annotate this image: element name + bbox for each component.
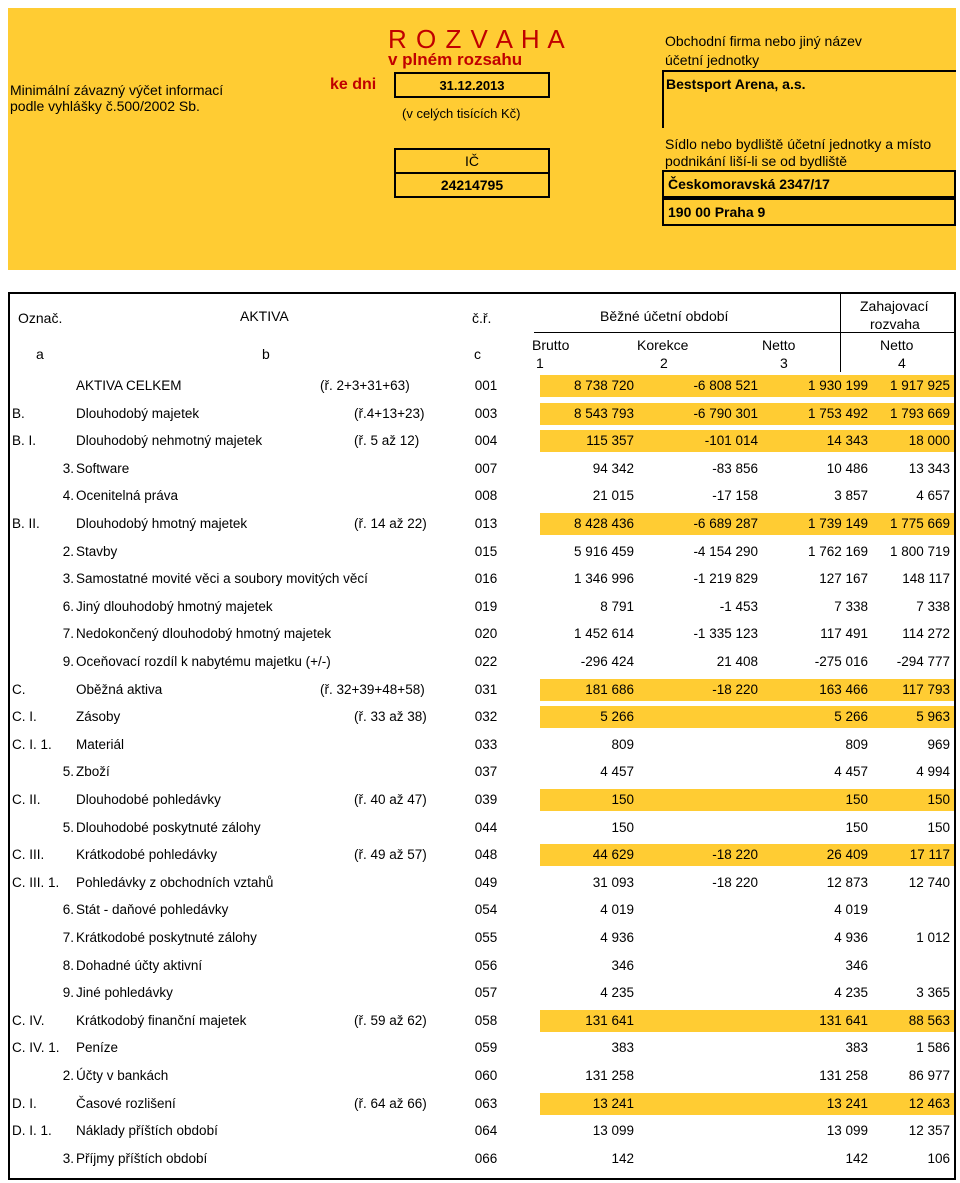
row-netto-opening [872,955,954,977]
row-line-number: 008 [474,488,498,504]
row-line-number: 016 [474,571,498,587]
row-netto: 14 343 [762,430,872,452]
row-line-number: 031 [474,681,498,697]
row-brutto: 131 641 [540,1010,638,1032]
row-line-number: 013 [474,516,498,531]
row-line-number: 059 [474,1040,498,1056]
row-line-number: 054 [474,902,498,918]
row-label: Příjmy příštích období [76,1150,208,1166]
row-mark: 9. [62,654,74,669]
row-line-number: 049 [474,874,498,890]
table-row [10,400,954,428]
row-brutto: 115 357 [540,430,638,452]
table-row [10,814,954,842]
row-mark: C. III. 1. [12,874,60,890]
row-line-number: 063 [474,1095,498,1111]
row-brutto: 346 [611,957,634,973]
row-line-number: 048 [474,847,498,863]
row-line-number: 044 [474,819,498,835]
row-brutto: 31 093 [592,874,634,890]
row-label: Dlouhodobé poskytnuté zálohy [76,819,261,835]
row-mark: 3. [62,1150,74,1166]
row-netto: 7 338 [834,598,868,614]
row-netto-opening: 3 365 [916,985,950,1001]
row-netto-opening: 86 977 [908,1068,950,1083]
table-row [10,593,954,621]
row-netto: 4 936 [834,930,868,945]
row-korekce: 21 408 [716,654,758,669]
row-label: Účty v bankách [76,1068,169,1083]
row-line-number: 007 [474,460,498,476]
row-korekce [638,982,762,1004]
row-label: Zboží [76,764,110,780]
row-line-number: 001 [474,378,498,393]
row-netto: 26 409 [762,844,872,866]
row-mark: 3. [62,571,74,587]
row-korekce [638,817,762,839]
row-label: Peníze [76,1040,119,1056]
col-header-opening-line2: rozvaha [870,316,920,332]
row-brutto: 21 015 [592,488,634,504]
row-mark: 4. [62,488,74,504]
street-box [662,170,956,198]
row-mark: 7. [62,930,74,945]
row-netto: 1 762 169 [807,543,868,559]
row-line-number: 039 [474,792,498,807]
row-netto-opening: 12 463 [872,1093,954,1115]
row-korekce [638,1120,762,1142]
row-line-number: 032 [474,709,498,725]
table-row [10,1007,954,1035]
row-netto-opening: 13 343 [908,460,950,476]
row-line-number: 020 [474,626,498,642]
row-netto-opening: 150 [927,819,950,835]
table-row [10,565,954,593]
row-netto-opening: 12 357 [908,1123,950,1139]
row-mark: B. I. [12,433,37,449]
table-row [10,620,954,648]
table-row [10,482,954,510]
col-num-1: 1 [536,355,544,371]
row-korekce [638,734,762,756]
row-line-number: 060 [474,1068,498,1083]
row-mark: B. II. [12,516,40,531]
row-label: Krátkodobý finanční majetek [76,1012,247,1028]
row-korekce: -1 219 829 [693,571,758,587]
row-brutto: 1 346 996 [573,571,634,587]
row-korekce: -17 158 [712,488,758,504]
row-netto: 142 [845,1150,868,1166]
col-brutto: Brutto [532,337,570,353]
row-ref: (ř. 5 až 12) [354,433,420,449]
row-brutto: 8 738 720 [540,375,638,397]
table-row [10,979,954,1007]
table-row [10,841,954,869]
row-label: Zásoby [76,709,121,725]
row-label: Krátkodobé poskytnuté zálohy [76,930,257,945]
row-mark: 2. [62,1068,74,1083]
row-netto-opening: 1 586 [916,1040,950,1056]
row-korekce: -101 014 [638,430,762,452]
firm-label-line1: Obchodní firma nebo jiný název [665,33,862,49]
row-mark: 9. [62,985,74,1001]
row-netto: 127 167 [819,571,868,587]
table-row [10,952,954,980]
table-row [10,1145,954,1173]
row-ref: (ř. 64 až 66) [354,1095,427,1111]
row-mark: C. I. [12,709,37,725]
row-line-number: 015 [474,543,498,559]
row-korekce [638,955,762,977]
row-netto: 150 [845,819,868,835]
row-netto-opening: 114 272 [902,626,950,642]
row-netto-opening: 1 793 669 [872,403,954,425]
col-netto: Netto [762,337,796,353]
row-label: Jiný dlouhodobý hmotný majetek [76,598,273,614]
row-netto: 5 266 [762,706,872,728]
table-row [10,924,954,952]
page-subtitle: v plném rozsahu [388,50,523,69]
row-label: Ocenitelná práva [76,488,179,504]
row-brutto: 8 543 793 [540,403,638,425]
row-brutto: 383 [611,1040,634,1056]
firm-name-left-rule [662,70,664,128]
row-netto-opening: 148 117 [902,571,950,587]
row-korekce: -18 220 [638,679,762,701]
row-label: Časové rozlišení [76,1095,176,1111]
firm-name-top-rule [662,70,956,72]
row-netto-opening: 4 657 [916,488,950,504]
row-korekce: -6 808 521 [638,375,762,397]
col-header-oznac: Označ. [18,310,63,326]
row-line-number: 037 [474,764,498,780]
col-num-3: 3 [780,355,788,371]
page-title: R O Z V A H A [388,24,566,54]
row-netto: 4 457 [834,764,868,780]
row-mark: D. I. 1. [12,1123,52,1139]
col-c: c [474,346,481,362]
row-label: Stavby [76,543,118,559]
col-num-2: 2 [660,355,668,371]
row-line-number: 057 [474,985,498,1001]
row-ref: (ř. 2+3+31+63) [320,378,410,393]
row-ref: (ř. 32+39+48+58) [320,681,425,697]
row-line-number: 022 [474,654,498,669]
row-ref: (ř. 40 až 47) [354,792,427,807]
row-label: Oběžná aktiva [76,681,163,697]
row-brutto: 131 258 [585,1068,634,1083]
row-line-number: 033 [474,736,498,752]
row-mark: 6. [62,902,74,918]
table-row [10,1090,954,1118]
row-mark: 7. [62,626,74,642]
row-netto-opening: 7 338 [916,598,950,614]
row-ref: (ř. 14 až 22) [354,516,427,531]
table-row [10,786,954,814]
col-b: b [262,346,270,362]
row-netto: 131 641 [762,1010,872,1032]
table-row [10,1117,954,1145]
row-label: Oceňovací rozdíl k nabytému majetku (+/-) [76,654,331,669]
col-header-opening-line1: Zahajovací [860,298,929,314]
col-header-cr: č.ř. [472,310,492,326]
table-row [10,648,954,676]
legal-note-line1: Minimální závazný výčet informací [10,82,224,98]
seat-label-line2: podnikání liší-li se od bydliště [665,153,848,169]
row-netto-opening: 12 740 [908,874,950,890]
row-label: Dlouhodobý nehmotný majetek [76,433,263,449]
table-row [10,703,954,731]
row-mark: 6. [62,598,74,614]
date-box [394,72,550,98]
row-brutto: 44 629 [540,844,638,866]
table-row [10,1062,954,1090]
row-label: Stát - daňové pohledávky [76,902,229,918]
row-netto-opening: 88 563 [872,1010,954,1032]
row-label: Dlouhodobý majetek [76,405,200,421]
row-mark: C. [12,681,26,697]
row-netto-opening: 1 012 [916,930,950,945]
table-row [10,1034,954,1062]
row-line-number: 064 [474,1123,498,1139]
row-korekce: -6 689 287 [638,513,762,535]
row-netto: 1 930 199 [762,375,872,397]
street: Českomoravská 2347/17 [668,176,830,192]
row-mark: B. [12,405,25,421]
row-brutto: 8 428 436 [540,513,638,535]
row-brutto: 13 241 [540,1093,638,1115]
row-label: Dlouhodobý hmotný majetek [76,516,248,531]
row-mark: C. III. [12,847,45,863]
row-netto-opening: 1 800 719 [889,543,950,559]
row-korekce: -4 154 290 [693,543,758,559]
row-korekce: -1 335 123 [693,626,758,642]
row-netto-opening: 5 963 [872,706,954,728]
row-netto-opening: 17 117 [872,844,954,866]
legal-note-line2: podle vyhlášky č.500/2002 Sb. [10,98,200,114]
row-netto: 163 466 [762,679,872,701]
row-mark: 8. [62,957,74,973]
row-mark: C. II. [12,792,41,807]
row-line-number: 019 [474,598,498,614]
row-netto: 809 [845,736,868,752]
row-korekce [638,1148,762,1170]
row-brutto: 94 342 [592,460,634,476]
header-divider [534,332,954,333]
row-mark: D. I. [12,1095,37,1111]
ic-value: 24214795 [440,177,504,193]
units-note: (v celých tisících Kč) [402,106,521,121]
row-brutto: 13 099 [592,1123,634,1139]
row-netto-opening: 1 917 925 [872,375,954,397]
row-netto-opening: 4 994 [916,764,950,780]
row-netto: 13 099 [826,1123,868,1139]
row-brutto: 809 [611,736,634,752]
row-netto-opening: 117 793 [872,679,954,701]
col-header-aktiva: AKTIVA [240,308,289,324]
row-netto-opening: 150 [872,789,954,811]
row-netto-opening: 18 000 [872,430,954,452]
city-box [662,198,956,226]
row-netto: 383 [845,1040,868,1056]
row-brutto: 1 452 614 [573,626,634,642]
row-line-number: 055 [474,930,498,945]
row-mark [10,372,74,400]
row-line-number: 066 [474,1150,498,1166]
col-num-4: 4 [898,355,906,371]
table-row [10,427,954,455]
row-brutto: 4 019 [600,902,634,918]
row-korekce [638,789,762,811]
row-mark: C. IV. 1. [12,1040,60,1056]
row-netto: 1 739 149 [762,513,872,535]
row-line-number: 003 [474,405,498,421]
row-brutto: 4 457 [600,764,634,780]
row-label: Software [76,460,130,476]
firm-name: Bestsport Arena, a.s. [666,76,806,92]
row-netto: 117 491 [820,626,868,642]
row-line-number: 056 [474,957,498,973]
row-korekce [638,1037,762,1059]
row-netto: 346 [845,957,868,973]
row-korekce: -83 856 [712,460,758,476]
row-mark: 2. [62,543,74,559]
row-netto-opening: -294 777 [896,654,950,669]
row-netto: 4 235 [834,985,868,1001]
row-label: Krátkodobé pohledávky [76,847,218,863]
row-korekce [638,1010,762,1032]
col-header-current-period: Běžné účetní období [600,308,729,324]
row-korekce [638,1093,762,1115]
row-brutto: 181 686 [540,679,638,701]
ic-label: IČ [465,153,479,169]
row-mark: 5. [62,819,74,835]
row-korekce: -18 220 [712,874,758,890]
row-ref: (ř. 59 až 62) [354,1012,427,1028]
row-korekce [638,899,762,921]
row-netto: 131 258 [819,1068,868,1083]
col-a: a [36,346,44,362]
row-brutto: 142 [611,1150,634,1166]
row-netto-opening: 106 [927,1150,950,1166]
row-brutto: 5 916 459 [573,543,634,559]
date-label: ke dni [330,76,377,93]
col-netto-opening: Netto [880,337,914,353]
row-netto-opening [872,899,954,921]
row-netto: 1 753 492 [762,403,872,425]
table-row [10,510,954,538]
row-netto: 13 241 [762,1093,872,1115]
ic-value-box [394,172,550,198]
period-right-divider [840,294,841,372]
row-label: AKTIVA CELKEM [76,378,182,393]
row-label: Náklady příštích období [76,1123,218,1139]
city: 190 00 Praha 9 [668,204,766,220]
row-label: Samostatné movité věci a soubory movitých věcí [76,571,368,587]
row-netto-opening: 1 775 669 [872,513,954,535]
row-korekce: -18 220 [638,844,762,866]
row-netto: 12 873 [826,874,868,890]
row-line-number: 058 [474,1012,498,1028]
row-label: Dohadné účty aktivní [76,957,203,973]
date-value: 31.12.2013 [439,77,505,93]
table-row [10,758,954,786]
row-brutto: 4 235 [600,985,634,1001]
table-row [10,731,954,759]
row-brutto: 5 266 [540,706,638,728]
row-netto: 4 019 [834,902,868,918]
row-korekce [638,927,762,949]
row-netto: 10 486 [826,460,868,476]
row-brutto: 8 791 [600,598,634,614]
row-ref: (ř. 33 až 38) [354,709,427,725]
row-netto: 3 857 [834,488,868,504]
row-label: Dlouhodobé pohledávky [76,792,221,807]
row-brutto: -296 424 [580,654,634,669]
row-brutto: 150 [540,789,638,811]
row-line-number: 004 [474,433,498,449]
table-row [10,538,954,566]
row-label: Materiál [76,736,125,752]
table-row [10,455,954,483]
row-mark: C. IV. [12,1012,45,1028]
row-mark: C. I. 1. [12,736,52,752]
row-korekce: -6 790 301 [638,403,762,425]
table-row [10,372,954,400]
row-label: Pohledávky z obchodních vztahů [76,874,274,890]
row-ref: (ř. 49 až 57) [354,847,427,863]
balance-table [8,292,956,1180]
row-brutto: 4 936 [600,930,634,945]
table-row [10,676,954,704]
row-korekce: -1 453 [719,598,758,614]
row-netto: 150 [762,789,872,811]
row-netto-opening: 969 [927,736,950,752]
row-brutto: 150 [611,819,634,835]
row-mark: 5. [62,764,74,780]
row-netto: -275 016 [814,654,868,669]
row-korekce [638,1065,762,1087]
seat-label-line1: Sídlo nebo bydliště účetní jednotky a místo [665,136,932,152]
row-label: Jiné pohledávky [76,985,173,1001]
col-korekce: Korekce [637,337,689,353]
ic-label-box [394,148,550,174]
row-ref: (ř.4+13+23) [354,405,425,421]
row-korekce [638,761,762,783]
row-korekce [638,706,762,728]
table-row [10,869,954,897]
table-row [10,896,954,924]
row-mark: 3. [62,460,74,476]
firm-label-line2: účetní jednotky [665,52,760,68]
row-label: Nedokončený dlouhodobý hmotný majetek [76,626,332,642]
